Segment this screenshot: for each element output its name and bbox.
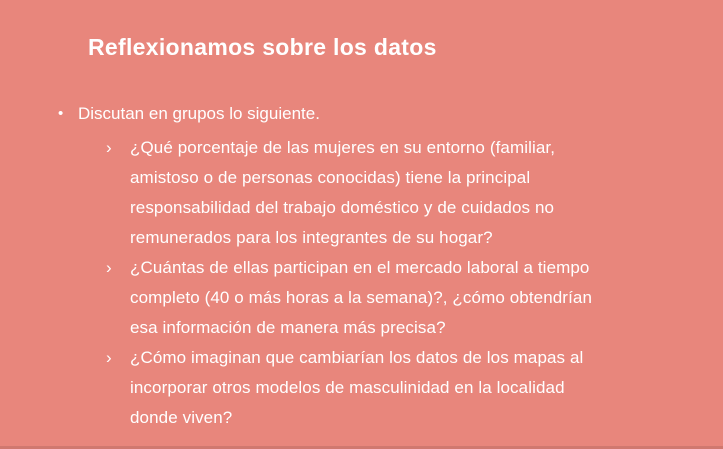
question-list	[106, 133, 668, 433]
slide-content	[58, 101, 668, 433]
chevron-right-icon: ›	[106, 258, 112, 277]
chevron-right-icon: ›	[106, 138, 112, 157]
question-text-2: ¿Cuántas de ellas participan en el mercado laboral a tiempo completo (40 o más horas a la semana)?, ¿cómo obtendrían esa información de manera más precisa?	[130, 258, 593, 337]
discussion-instruction-label: Discutan en grupos lo siguiente.	[78, 104, 320, 123]
discussion-instruction	[58, 101, 668, 127]
question-item-3	[106, 343, 668, 433]
chevron-right-icon: ›	[106, 348, 112, 367]
question-text-1: ¿Qué porcentaje de las mujeres en su entorno (familiar, amistoso o de personas conocidas) tiene la principal responsabilidad del trabajo doméstico y de cuidados no remunerados para los integrantes de su hogar?	[130, 138, 556, 247]
question-item-1	[106, 133, 668, 253]
bullet-dot-icon: •	[58, 105, 64, 122]
slide-title: Reflexionamos sobre los datos	[88, 34, 437, 60]
question-text-3: ¿Cómo imaginan que cambiarían los datos de los mapas al incorporar otros modelos de masculinidad en la localidad donde viven?	[130, 348, 584, 427]
question-item-2	[106, 253, 668, 343]
